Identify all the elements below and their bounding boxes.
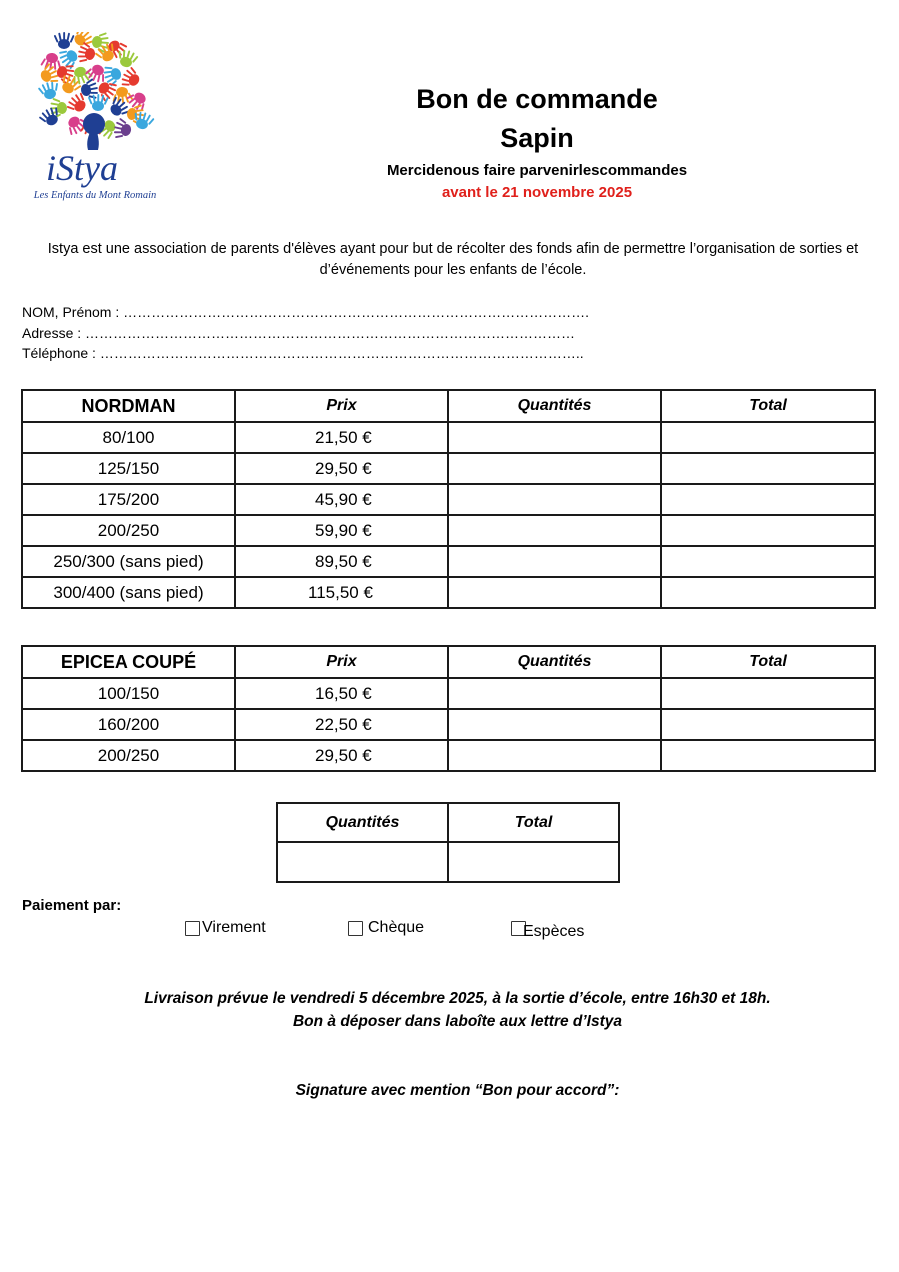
price-cell: 45,90 € — [235, 484, 448, 515]
total-input[interactable] — [661, 678, 875, 709]
summary-total-input[interactable] — [448, 842, 619, 882]
total-input[interactable] — [661, 515, 875, 546]
col-quantity: Quantités — [448, 646, 661, 678]
dropoff-line: Bon à déposer dans laboîte aux lettre d’Istya — [292, 1013, 623, 1030]
payment-option-cheque[interactable] — [348, 919, 424, 937]
quantity-input[interactable] — [448, 453, 661, 484]
handprint-icon — [37, 80, 62, 102]
handprint-icon — [54, 32, 75, 49]
payment-option-virement[interactable] — [185, 919, 266, 937]
summary-table — [276, 802, 620, 883]
nordman-title: NORDMAN — [22, 390, 235, 422]
association-intro — [22, 239, 884, 281]
col-price: Prix — [235, 390, 448, 422]
quantity-input[interactable] — [448, 546, 661, 577]
quantity-input[interactable] — [448, 709, 661, 740]
istya-logo — [22, 32, 172, 214]
epicea-title: EPICEA COUPÉ — [22, 646, 235, 678]
price-cell: 89,50 € — [235, 546, 448, 577]
table-header-row — [22, 390, 875, 422]
quantity-input[interactable] — [448, 678, 661, 709]
checkbox[interactable] — [348, 921, 363, 936]
table-row — [22, 484, 875, 515]
intro-line-1: Istya est une association de parents d'élèves ayant pour but de récolter des fonds afin de permettre l’organisation de sorties et — [47, 241, 859, 257]
col-total: Total — [661, 390, 875, 422]
price-cell: 22,50 € — [235, 709, 448, 740]
quantity-input[interactable] — [448, 740, 661, 771]
price-cell: 21,50 € — [235, 422, 448, 453]
name-field[interactable]: NOM, Prénom : ………………………………………………………………………………………. — [22, 304, 590, 320]
total-input[interactable] — [661, 484, 875, 515]
total-input[interactable] — [661, 422, 875, 453]
logo-brand: iStya — [46, 148, 118, 188]
col-quantity: Quantités — [448, 390, 661, 422]
total-input[interactable] — [661, 709, 875, 740]
total-input[interactable] — [661, 453, 875, 484]
size-cell: 200/250 — [22, 515, 235, 546]
payment-option-label: Virement — [202, 919, 266, 936]
payment-option-label: Chèque — [368, 919, 425, 936]
table-row — [22, 453, 875, 484]
quantity-input[interactable] — [448, 577, 661, 608]
size-cell: 300/400 (sans pied) — [22, 577, 235, 608]
epicea-table — [21, 645, 876, 772]
logo-tagline: Les Enfants du Mont Romain — [33, 190, 157, 201]
size-cell: 175/200 — [22, 484, 235, 515]
quantity-input[interactable] — [448, 515, 661, 546]
size-cell: 250/300 (sans pied) — [22, 546, 235, 577]
size-cell: 125/150 — [22, 453, 235, 484]
table-row — [22, 709, 875, 740]
intro-line-2: d’événements pour les enfants de l’école. — [319, 262, 587, 278]
quantity-input[interactable] — [448, 484, 661, 515]
table-row — [22, 546, 875, 577]
checkbox[interactable] — [185, 921, 200, 936]
size-cell: 100/150 — [22, 678, 235, 709]
summary-quantity-input[interactable] — [277, 842, 448, 882]
price-cell: 29,50 € — [235, 740, 448, 771]
col-price: Prix — [235, 646, 448, 678]
total-input[interactable] — [661, 740, 875, 771]
tree-center — [83, 113, 105, 135]
price-cell: 29,50 € — [235, 453, 448, 484]
page-title: Bon de commande — [416, 84, 658, 114]
col-total: Total — [661, 646, 875, 678]
total-input[interactable] — [661, 546, 875, 577]
handprint-icon — [112, 117, 133, 141]
table-row — [22, 740, 875, 771]
deadline-text: avant le 21 novembre 2025 — [441, 184, 633, 201]
summary-header-row — [277, 803, 619, 842]
payment-option-especes[interactable] — [511, 919, 584, 941]
table-row — [22, 422, 875, 453]
page-subtitle-sapin: Sapin — [500, 123, 574, 153]
summary-row — [277, 842, 619, 882]
payment-label: Paiement par: — [22, 897, 122, 914]
total-input[interactable] — [661, 577, 875, 608]
summary-col-total: Total — [448, 803, 619, 842]
table-header-row — [22, 646, 875, 678]
phone-field[interactable]: Téléphone : ………………………………………………………………………………………….. — [22, 345, 584, 361]
signature-label[interactable]: Signature avec mention “Bon pour accord”: — [295, 1082, 620, 1099]
address-field[interactable]: Adresse : …………………………………………………………………………………………… — [22, 324, 576, 341]
summary-col-quantity: Quantités — [277, 803, 448, 842]
instruction-text: Mercidenous faire parvenirlescommandes — [386, 162, 688, 179]
payment-option-label: Espèces — [523, 923, 585, 940]
contact-fields — [22, 302, 589, 364]
size-cell: 80/100 — [22, 422, 235, 453]
nordman-table — [21, 389, 876, 609]
table-row — [22, 577, 875, 608]
delivery-info — [22, 987, 893, 1033]
size-cell: 160/200 — [22, 709, 235, 740]
size-cell: 200/250 — [22, 740, 235, 771]
table-row — [22, 678, 875, 709]
delivery-line: Livraison prévue le vendredi 5 décembre 2025, à la sortie d’école, entre 16h30 et 18h. — [144, 990, 771, 1007]
quantity-input[interactable] — [448, 422, 661, 453]
price-cell: 59,90 € — [235, 515, 448, 546]
table-row — [22, 515, 875, 546]
price-cell: 16,50 € — [235, 678, 448, 709]
handprint-tree — [37, 32, 156, 150]
price-cell: 115,50 € — [235, 577, 448, 608]
